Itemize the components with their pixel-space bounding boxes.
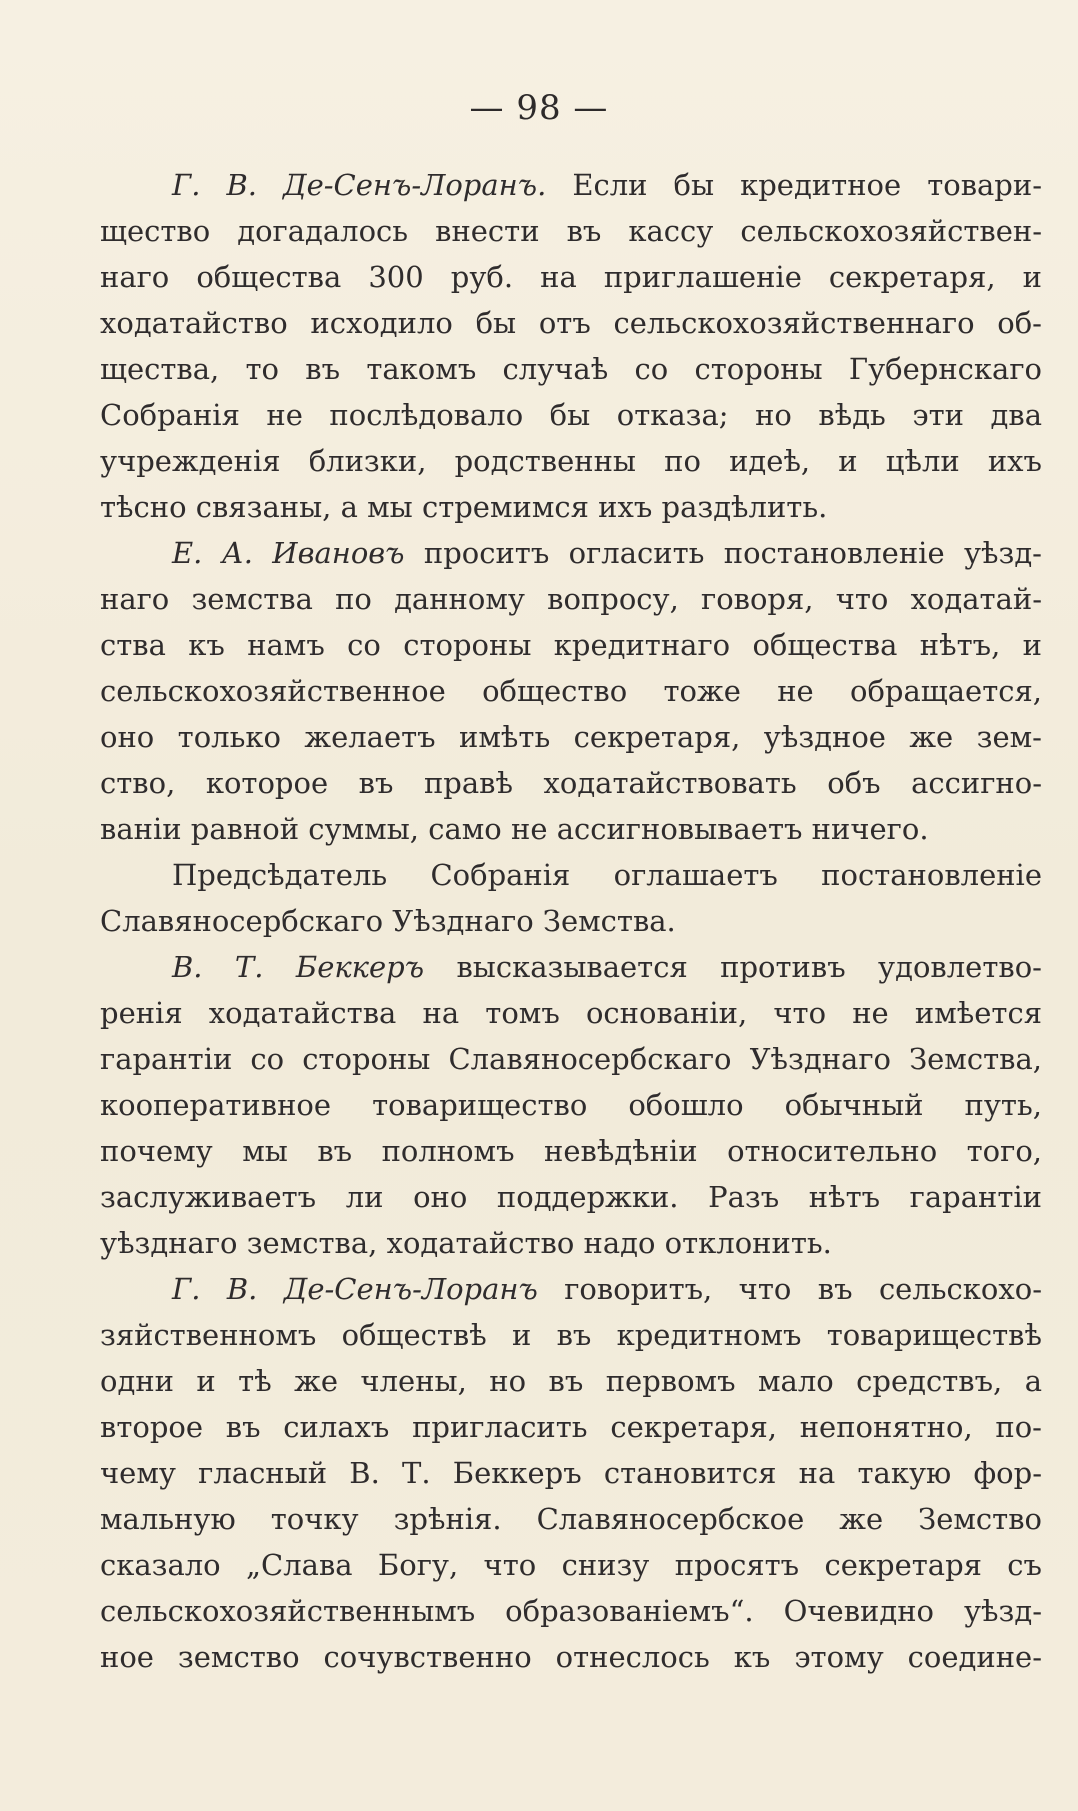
text-line: сельскохозяйственнымъ образованіемъ“. Очевидно уѣзд- [100, 1594, 1042, 1628]
speaker-name: Г. В. Де-Сенъ-Лоранъ. [172, 168, 547, 202]
speaker-name: Г. В. Де-Сенъ-Лоранъ [172, 1272, 538, 1306]
text-line: зяйственномъ обществѣ и въ кредитномъ товариществѣ [100, 1318, 1042, 1352]
text-line: ство, которое въ правѣ ходатайствовать объ ассигно- [100, 766, 1042, 800]
text-line: ное земство сочувственно отнеслось къ этому соедине- [100, 1640, 1042, 1674]
text-line: тѣсно связаны, а мы стремимся ихъ раздѣлить. [100, 490, 828, 524]
text-line: оно только желаетъ имѣть секретаря, уѣздное же зем- [100, 720, 1042, 754]
text-line: заслуживаетъ ли оно поддержки. Разъ нѣтъ гарантіи [100, 1180, 1042, 1214]
text-line: щество догадалось внести въ кассу сельскохозяйствен- [100, 214, 1042, 248]
text-line: чему гласный В. Т. Беккеръ становится на такую фор- [100, 1456, 1042, 1490]
text-line: ходатайство исходило бы отъ сельскохозяйственнаго об- [100, 306, 1042, 340]
text-line: Е. А. Ивановъ проситъ огласить постановленіе уѣзд- [172, 536, 1042, 570]
text-line: второе въ силахъ пригласить секретаря, непонятно, по- [100, 1410, 1042, 1444]
paragraph [100, 162, 1042, 530]
text-line: Г. В. Де-Сенъ-Лоранъ говоритъ, что въ сельскохо- [172, 1272, 1042, 1306]
page-number: — 98 — [469, 88, 609, 128]
text-line: сказало „Слава Богу, что снизу просятъ секретаря съ [100, 1548, 1042, 1582]
text-line: ства къ намъ со стороны кредитнаго общества нѣтъ, и [100, 628, 1042, 662]
speaker-name: В. Т. Беккеръ [172, 950, 425, 984]
paragraph [100, 852, 1042, 944]
text-line: гарантіи со стороны Славяносербскаго Уѣзднаго Земства, [100, 1042, 1042, 1076]
text-line: кооперативное товарищество обошло обычный путь, [100, 1088, 1042, 1122]
text-line: Г. В. Де-Сенъ-Лоранъ. Если бы кредитное товари- [172, 168, 1042, 202]
text-line: Предсѣдатель Собранія оглашаетъ постановленіе [172, 858, 1042, 892]
speaker-name: Е. А. Ивановъ [172, 536, 405, 570]
text-body [100, 162, 1042, 1680]
text-line: Славяносербскаго Уѣзднаго Земства. [100, 904, 676, 938]
text-line: сельскохозяйственное общество тоже не обращается, [100, 674, 1042, 708]
text-line: В. Т. Беккеръ высказывается противъ удовлетво- [172, 950, 1042, 984]
paragraph [100, 944, 1042, 1266]
text-line: наго общества 300 руб. на приглашеніе секретаря, и [100, 260, 1042, 294]
text-line: уѣзднаго земства, ходатайство надо отклонить. [100, 1226, 832, 1260]
text-line: щества, то въ такомъ случаѣ со стороны Губернскаго [100, 352, 1042, 386]
text-line: мальную точку зрѣнія. Славяносербское же Земство [100, 1502, 1042, 1536]
text-line: Собранія не послѣдовало бы отказа; но вѣдь эти два [100, 398, 1042, 432]
text-line: ваніи равной суммы, само не ассигновываетъ ничего. [100, 812, 929, 846]
text-line: ренія ходатайства на томъ основаніи, что не имѣется [100, 996, 1042, 1030]
text-line: одни и тѣ же члены, но въ первомъ мало средствъ, а [100, 1364, 1042, 1398]
text-line: наго земства по данному вопросу, говоря, что ходатай- [100, 582, 1042, 616]
text-line: учрежденія близки, родственны по идеѣ, и цѣли ихъ [100, 444, 1042, 478]
paragraph [100, 1266, 1042, 1680]
paragraph [100, 530, 1042, 852]
text-line: почему мы въ полномъ невѣдѣніи относительно того, [100, 1134, 1042, 1168]
